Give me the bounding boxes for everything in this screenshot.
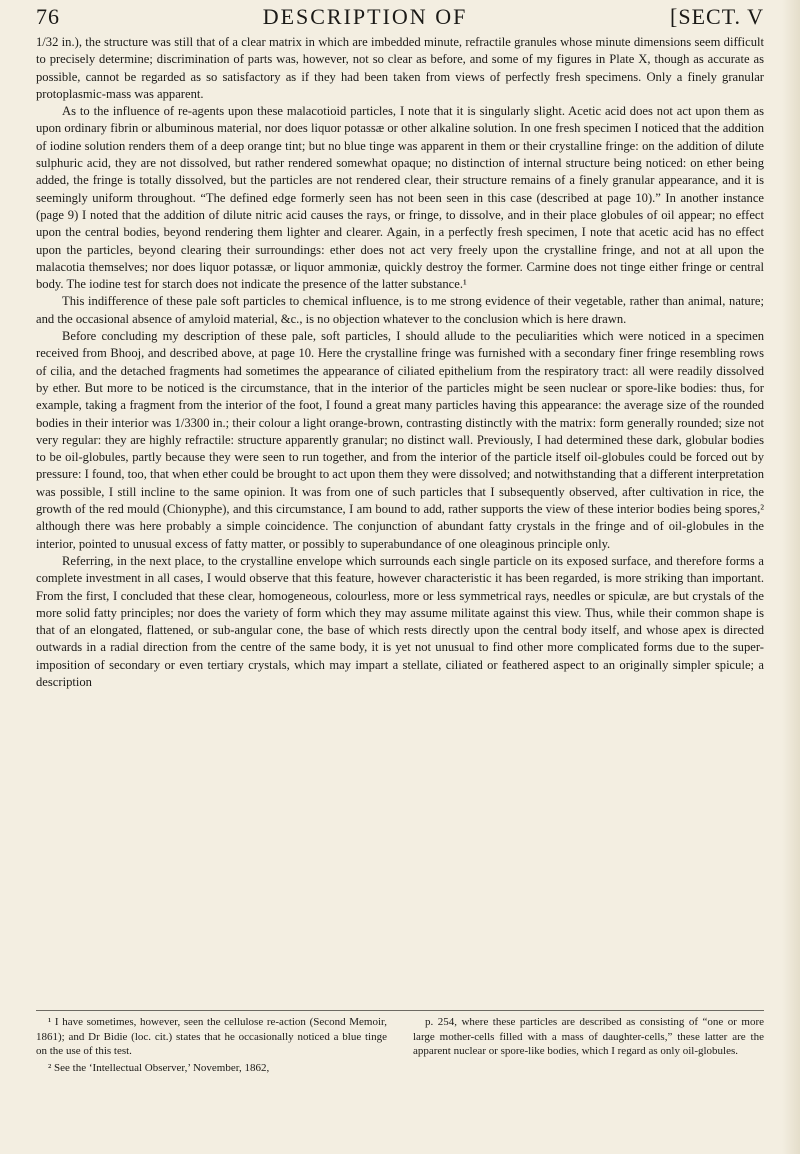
paragraph-1: 1/32 in.), the structure was still that of a clear matrix in which are imbedded minute, refractile granules whose minute dimensions seem difficult to precisely determine; discrimination of parts was, however, not so clear as before, and some of my figures in Plate X, though as accurate as possible, cannot be regarded as so satisfactory as if they had been taken from views of perfectly fresh specimens. Only a finely granular protoplasmic-mass was apparent. xyxy=(36,35,764,101)
page-edge-shadow xyxy=(782,0,800,1154)
paragraph-5: Referring, in the next place, to the crystalline envelope which surrounds each single particle on its exposed surface, and therefore forms a complete investment in all cases, I would observe that this feature, however characteristic it has been regarded, is more striking than important. From the first, I concluded that these clear, homogeneous, colourless, more or less symmetrical rays, needles or spiculæ, are but crystals of the more solid fatty principles; nor does the variety of form which they may assume militate against this view. Thus, while their common shape is that of an elongated, flattened, or sub-angular cone, the base of which rests directly upon the central body itself, and whose apex is directed outwards in a radial direction from the centre of the same body, it is yet not unusual to find other more complicated forms due to the super-imposition of secondary or even tertiary crystals, which may impart a stellate, ciliated or feathered aspect to an originally simpler spicule; a description xyxy=(36,553,764,689)
footnote-1: ¹ I have sometimes, however, seen the cellulose re-action (Second Memoir, 1861); and Dr Bidie (loc. cit.) states that he occasionally noticed a blue tinge on the use of this test. xyxy=(36,1016,387,1057)
paragraph-3: This indifference of these pale soft particles to chemical influence, is to me strong evidence of their vegetable, rather than animal, nature; and the occasional absence of amyloid material, &c., is no objection whatever to the conclusion which is here drawn. xyxy=(36,294,764,326)
footnotes-right-column xyxy=(413,1015,764,1077)
footnotes-left-column xyxy=(36,1015,387,1077)
page-number: 76 xyxy=(36,4,60,29)
footnotes xyxy=(36,1010,764,1077)
running-head xyxy=(36,4,764,30)
body-text xyxy=(36,34,764,691)
paragraph-2: As to the influence of re-agents upon these malacotioid particles, I note that it is singularly slight. Acetic acid does not act upon them as upon ordinary fibrin or albuminous material, nor does liquor potassæ or other alkaline solution. In one fresh specimen I noticed that the addition of iodine solution renders them of a deep orange tint; but no blue tinge was apparent in them or their crystalline fringe: on the addition of dilute sulphuric acid, they are not dissolved, but rather rendered somewhat opaque; no distinction of internal structure being noticed: on ether being added, the fringe is totally dissolved, but the particles are not rendered clear, their structure remains of a finely granular appearance, and it is seemingly uniform throughout. “The defined edge formerly seen has not been seen in this case (described at page 10).” In another instance (page 9) I noted that the addition of dilute nitric acid causes the rays, or fringe, to dissolve, and in their place globules of oil appear; no effect upon the central bodies, beyond rendering them lighter and clearer. Again, in a perfectly fresh specimen, I note that acetic acid has no effect upon the particles, beyond clearing their surroundings: ether does not act very freely upon the crystalline fringe, and not at all upon the malacotia themselves; nor does liquor potassæ, or liquor ammoniæ, quickly destroy the former. Carmine does not tinge either fringe or central body. The iodine test for starch does not indicate the presence of the latter substance.¹ xyxy=(36,104,764,292)
section-label: [SECT. V xyxy=(670,4,764,29)
page-title: DESCRIPTION OF xyxy=(262,4,468,29)
footnote-2-continued: p. 254, where these particles are described as consisting of “one or more large mother-cells filled with a mass of daughter-cells,” these latter are the apparent nuclear or spore-like bodies, which I regard as only oil-globules. xyxy=(413,1016,764,1057)
paragraph-4: Before concluding my description of these pale, soft particles, I should allude to the peculiarities which were noticed in a specimen received from Bhooj, and described above, at page 10. Here the crystalline fringe was furnished with a secondary finer fringe resembling rows of cilia, and the detached fragments had sometimes the appearance of ciliated epithelium from the respiratory tract: all were readily dissolved by ether. But more to be noticed is the circumstance, that in the interior of the particles might be seen nuclear or spore-like bodies: thus, for example, taking a fragment from the interior of the foot, I found a great many particles having this appearance: the average size of the rounded bodies in their interior was 1/3300 in.; their colour a light orange-brown, contrasting distinctly with the matrix: form generally rounded; size not very regular: they are highly refractile: structure apparently granular; no distinct wall. Previously, I had determined these dark, globular bodies to be oil-globules, partly because they were seen to run together, and from the interior of the particle itself oil-globules could be forced out by pressure: I found, too, that when ether could be brought to act upon them they were dissolved; and notwithstanding that a different interpretation was possible, I still incline to the same opinion. It was from one of such particles that I subsequently observed, after cultivation in rice, the growth of the red mould (Chionyphe), and this circumstance, I am bound to add, rather supports the view of these interior bodies being spores,² although there was here probably a simple coincidence. The conjunction of abundant fatty crystals in the fringe and of oil-globules in the interior, pointed to unusual excess of fatty matter, or possibly to superabundance of one oleaginous principle only. xyxy=(36,329,764,551)
footnote-2: ² See the ‘Intellectual Observer,’ November, 1862, xyxy=(48,1061,270,1074)
